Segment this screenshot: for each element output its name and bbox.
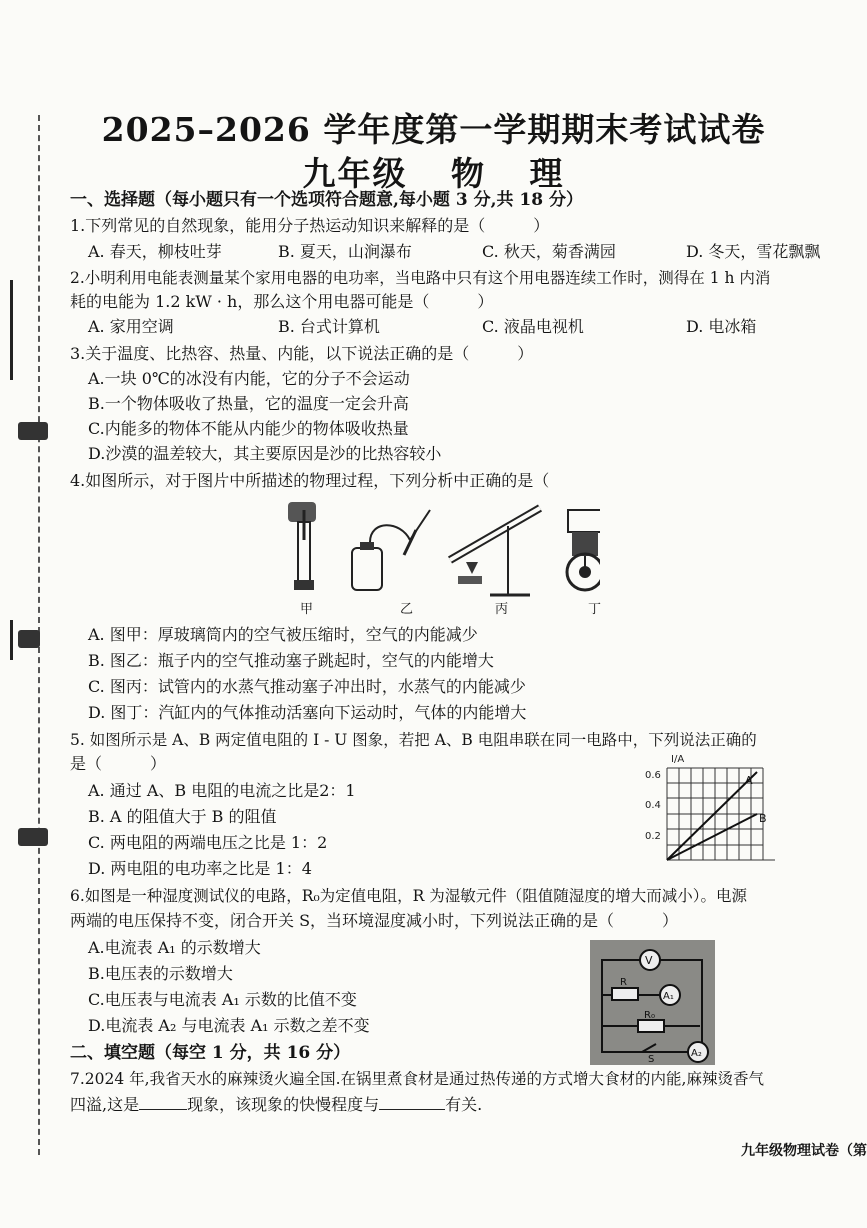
ammeter-a2-label: A₂	[691, 1048, 702, 1059]
figure-caption-ding: 丁	[588, 602, 602, 617]
section-heading-choice: 一、选择题（每小题只有一个选项符合题意,每小题 3 分,共 18 分）	[70, 190, 583, 210]
line-b	[667, 814, 757, 860]
q3-option-b: B.一个物体吸收了热量，它的温度一定会升高	[88, 394, 409, 413]
margin-blot	[18, 828, 48, 846]
line-label-b: B	[759, 812, 767, 825]
y-tick-0.4: 0.4	[645, 800, 661, 811]
q2-option-b: B. 台式计算机	[278, 317, 380, 336]
q4-option-d: D. 图丁：汽缸内的气体推动活塞向下运动时，气体的内能增大	[88, 703, 527, 722]
section-heading-fill-in: 二、填空题（每空 1 分，共 16 分）	[70, 1043, 351, 1063]
q2-option-d: D. 电冰箱	[686, 317, 757, 336]
y-axis-unit: I/A	[671, 754, 685, 765]
q6-option-c: C.电压表与电流表 A₁ 示数的比值不变	[88, 990, 357, 1009]
q7-text-part2: 现象，该现象的快慢程度与	[187, 1095, 380, 1114]
q4-option-c: C. 图丙：试管内的水蒸气推动塞子冲出时，水蒸气的内能减少	[88, 677, 526, 696]
q6-option-d: D.电流表 A₂ 与电流表 A₁ 示数之差不变	[88, 1016, 370, 1035]
question-2-stem-cont: 耗的电能为 1.2 kW · h，那么这个用电器可能是（ ）	[70, 292, 494, 311]
q3-option-a: A.一块 0℃的冰没有内能，它的分子不会运动	[88, 369, 410, 388]
question-4-stem: 4.如图所示，对于图片中所描述的物理过程，下列分析中正确的是（	[70, 471, 550, 490]
q2-option-a: A. 家用空调	[88, 317, 174, 336]
resistor-r-label: R	[620, 977, 627, 988]
q7-text-part3: 有关.	[445, 1095, 483, 1114]
question-6-stem-cont: 两端的电压保持不变，闭合开关 S，当环境湿度减小时，下列说法正确的是（ ）	[70, 911, 679, 930]
question-5-stem-cont: 是（ ）	[70, 754, 167, 773]
q6-circuit-diagram	[590, 940, 715, 1065]
q5-option-b: B. A 的阻值大于 B 的阻值	[88, 807, 277, 826]
q4-option-a: A. 图甲：厚玻璃筒内的空气被压缩时，空气的内能减少	[88, 625, 478, 644]
q5-iu-graph	[645, 748, 785, 878]
page-footer: 九年级物理试卷（第	[741, 1143, 867, 1159]
y-tick-0.2: 0.2	[645, 831, 661, 842]
question-3-stem: 3.关于温度、比热容、热量、内能，以下说法正确的是（ ）	[70, 344, 534, 363]
y-tick-0.6: 0.6	[645, 770, 661, 781]
figure-caption-yi: 乙	[400, 602, 414, 617]
q4-apparatus-illustration	[270, 500, 600, 600]
margin-rule	[10, 620, 13, 660]
q4-figures	[270, 500, 600, 620]
q1-option-a: A. 春天，柳枝吐芽	[88, 242, 222, 261]
q3-option-c: C.内能多的物体不能从内能少的物体吸收热量	[88, 419, 409, 438]
switch-s-label: S	[648, 1054, 655, 1065]
exam-subtitle: 九年级 物 理	[302, 154, 565, 193]
question-1-stem: 1.下列常见的自然现象，能用分子热运动知识来解释的是（ ）	[70, 216, 550, 235]
exam-title: 2025–2026 学年度第一学期期末考试试卷	[101, 110, 766, 149]
ammeter-a1-label: A₁	[663, 991, 674, 1002]
q1-option-c: C. 秋天，菊香满园	[482, 242, 616, 261]
q1-option-b: B. 夏天，山涧瀑布	[278, 242, 412, 261]
line-label-a: A	[745, 774, 753, 787]
question-5-stem: 5. 如图所示是 A、B 两定值电阻的 I - U 图象，若把 A、B 电阻串联在同一电路中，下列说法正确的	[70, 731, 757, 749]
q7-blank-1[interactable]	[139, 1093, 187, 1110]
figure-caption-bing: 丙	[495, 602, 509, 617]
iu-graph-svg	[645, 748, 785, 878]
q4-option-b: B. 图乙：瓶子内的空气推动塞子跳起时，空气的内能增大	[88, 651, 494, 670]
voltmeter-label: V	[645, 954, 653, 967]
margin-blot	[18, 422, 48, 440]
q3-option-d: D.沙漠的温差较大，其主要原因是沙的比热容较小	[88, 444, 442, 463]
q6-option-b: B.电压表的示数增大	[88, 964, 233, 983]
question-7-stem-cont	[70, 1093, 482, 1116]
q5-option-c: C. 两电阻的两端电压之比是 1：2	[88, 833, 328, 852]
question-2-stem: 2.小明利用电能表测量某个家用电器的电功率，当电路中只有这个用电器连续工作时，测得在 1 h 内消	[70, 269, 771, 287]
q7-text-part1: 四溢,这是	[70, 1095, 140, 1114]
q2-option-c: C. 液晶电视机	[482, 317, 584, 336]
resistor-r0-label: R₀	[644, 1010, 655, 1021]
question-6-stem: 6.如图是一种湿度测试仪的电路，R₀为定值电阻，R 为湿敏元件（阻值随湿度的增大而减小）。电源	[70, 887, 748, 905]
margin-rule	[10, 280, 13, 380]
q7-blank-2[interactable]	[379, 1093, 445, 1110]
q1-option-d: D. 冬天，雪花飘飘	[686, 242, 821, 261]
q5-option-d: D. 两电阻的电功率之比是 1：4	[88, 859, 312, 878]
question-7-stem: 7.2024 年,我省天水的麻辣烫火遍全国.在锅里煮食材是通过热传递的方式增大食材的内能,麻辣烫香气	[70, 1070, 764, 1088]
q5-option-a: A. 通过 A、B 电阻的电流之比是2：1	[88, 781, 356, 800]
margin-blot	[18, 630, 40, 648]
circuit-svg	[590, 940, 715, 1065]
line-a	[667, 772, 757, 860]
q6-option-a: A.电流表 A₁ 的示数增大	[88, 938, 261, 957]
figure-caption-jia: 甲	[300, 602, 314, 617]
